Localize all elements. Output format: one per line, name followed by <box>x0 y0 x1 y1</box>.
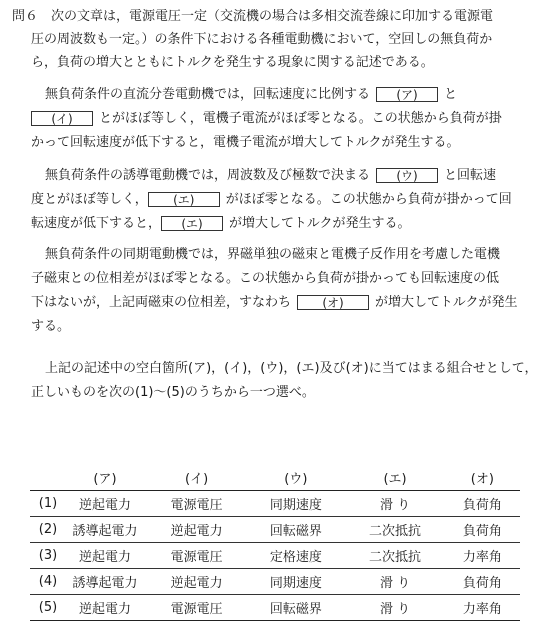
p1-line-3: かって回転速度が低下すると，電機子電流が増大してトルクが発生する。 <box>31 135 460 150</box>
table-row <box>30 569 520 595</box>
p2-line-1 <box>45 168 496 184</box>
option-number: (1) <box>30 491 63 517</box>
header-cell: (オ) <box>470 471 494 487</box>
blank-e-2: (エ) <box>161 216 223 231</box>
header-cell: (エ) <box>383 471 407 487</box>
table-cell: 逆起電力 <box>63 595 147 621</box>
header-cell: (イ) <box>185 471 209 487</box>
table-cell: 二次抵抗 <box>345 517 444 543</box>
answer-table <box>30 464 520 621</box>
table-cell: 誘導起電力 <box>63 517 147 543</box>
table-cell: 逆起電力 <box>63 491 147 517</box>
p2-text-f: が増大してトルクが発生する。 <box>229 216 411 231</box>
p1-text-c: とがほぼ等しく，電機子電流がほぼ零となる。この状態から負荷が掛 <box>99 111 502 126</box>
p1-text-a: 無負荷条件の直流分巻電動機では，回転速度に比例する <box>45 87 371 102</box>
table-cell: 滑 り <box>345 491 444 517</box>
table-cell: 定格速度 <box>246 543 345 569</box>
p2-text-a: 無負荷条件の誘導電動機では，周波数及び極数で決まる <box>45 168 371 183</box>
table-row <box>30 543 520 569</box>
table-cell: 二次抵抗 <box>345 543 444 569</box>
table-cell: 電源電圧 <box>147 491 246 517</box>
table-cell: 逆起電力 <box>147 569 246 595</box>
table-cell: 同期速度 <box>246 491 345 517</box>
p3-text-d: が増大してトルクが発生 <box>375 295 518 310</box>
table-cell: 逆起電力 <box>63 543 147 569</box>
p2-text-b: と回転速 <box>444 168 497 183</box>
blank-a: (ア) <box>376 87 438 102</box>
blank-e-1: (エ) <box>148 192 220 207</box>
p1-text-b: と <box>444 87 458 102</box>
p1-line-1 <box>45 87 457 103</box>
blank-u: (ウ) <box>376 168 438 183</box>
p3-line-4: する。 <box>31 319 71 334</box>
option-number: (3) <box>30 543 63 569</box>
table-cell: 回転磁界 <box>246 517 345 543</box>
table-cell: 誘導起電力 <box>63 569 147 595</box>
question-line-3: ら，負荷の増大とともにトルクを発生する現象に関する記述である。 <box>31 55 434 70</box>
p3-text-c: 下はないが，上記両磁束の位相差，すなわち <box>31 295 292 310</box>
blank-i: (イ) <box>31 111 93 126</box>
p2-line-2 <box>31 192 512 208</box>
table-cell: 負荷角 <box>445 491 520 517</box>
header-cell <box>30 464 63 491</box>
table-cell: 力率角 <box>445 543 520 569</box>
table-cell: 同期速度 <box>246 569 345 595</box>
table-cell: 負荷角 <box>445 517 520 543</box>
table-cell: 負荷角 <box>445 569 520 595</box>
p2-text-d: がほぼ零となる。この状態から負荷が掛かって回 <box>225 192 512 207</box>
question-line-2: 圧の周波数も一定。）の条件下における各種電動機において，空回しの無負荷か <box>31 32 493 47</box>
instruction-line-1: 上記の記述中の空白箇所(ア)，(イ)，(ウ)，(エ)及び(オ)に当てはまる組合せとして， <box>45 361 538 376</box>
table-cell: 回転磁界 <box>246 595 345 621</box>
table-row <box>30 491 520 517</box>
blank-o: (オ) <box>297 295 369 310</box>
header-cell: (ア) <box>93 471 117 487</box>
table-cell: 逆起電力 <box>147 517 246 543</box>
table-cell: 力率角 <box>445 595 520 621</box>
table-header-row <box>30 464 520 491</box>
p1-line-2 <box>31 111 502 127</box>
p2-line-3 <box>31 216 411 232</box>
table-cell: 電源電圧 <box>147 543 246 569</box>
p3-line-1: 無負荷条件の同期電動機では，界磁単独の磁束と電機子反作用を考慮した電機 <box>45 247 501 262</box>
option-number: (5) <box>30 595 63 621</box>
instruction-line-2: 正しいものを次の(1)～(5)のうちから一つ選べ。 <box>31 385 315 400</box>
option-number: (2) <box>30 517 63 543</box>
p2-text-c: 度とがほぼ等しく， <box>31 192 148 207</box>
question-line-1: 問６ 次の文章は，電源電圧一定（交流機の場合は多相交流巻線に印加する電源電 <box>12 9 494 24</box>
table-row <box>30 595 520 621</box>
p3-line-3 <box>31 295 518 311</box>
table-cell: 滑 り <box>345 595 444 621</box>
table-cell: 滑 り <box>345 569 444 595</box>
table-cell: 電源電圧 <box>147 595 246 621</box>
p2-text-e: 転速度が低下すると， <box>31 216 162 231</box>
header-cell: (ウ) <box>284 471 308 487</box>
p3-line-2: 子磁束との位相差がほぼ零となる。この状態から負荷が掛かっても回転速度の低 <box>31 271 500 286</box>
table-row <box>30 517 520 543</box>
option-number: (4) <box>30 569 63 595</box>
